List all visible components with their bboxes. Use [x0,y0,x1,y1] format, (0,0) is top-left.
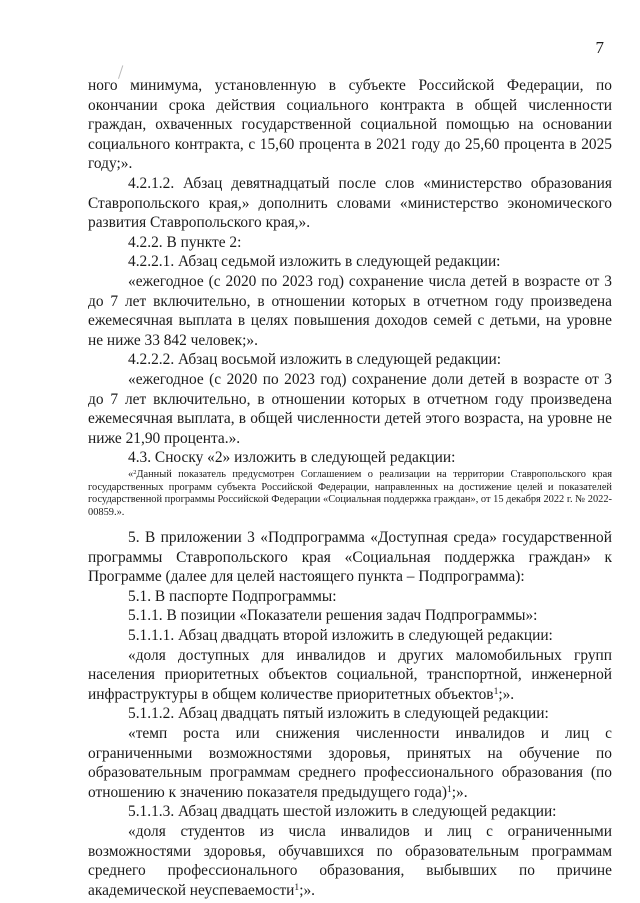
quote-children-share: «ежегодное (с 2020 по 2023 год) сохранение доли детей в возрасте от 3 до 7 лет включительно, в отношении которых в отчетном году произведена ежемесячная выплата, в общей численности детей этого возраста, на уровне не ниже 21,90 процента.». [88,370,612,447]
quote-text: «доля студентов из числа инвалидов и лиц с ограниченными возможностями здоровья, обучавшихся по образовательным программам среднего профессионального образования, выбывших по причине академической неуспеваемости [88,822,612,899]
footnote-ref: 1 [493,686,499,698]
quote-end: ;». [451,783,468,801]
quote-students-share [88,822,612,900]
paragraph-4-3: 4.3. Сноску «2» изложить в следующей редакции: [128,449,456,467]
page-number: 7 [595,38,604,57]
paragraph-5-1-1: 5.1.1. В позиции «Показатели решения задач Подпрограммы»: [128,607,538,625]
quote-text: «темп роста или снижения численности инвалидов и лиц с ограниченными возможностями здоровья, принятых на обучение по образовательным программам среднего профессионального образования (по отношению к значению показателя предыдущего года) [88,725,612,801]
paragraph-4-2-2-2: 4.2.2.2. Абзац восьмой изложить в следующей редакции: [128,351,502,369]
quote-text: «доля доступных для инвалидов и других маломобильных групп населения приоритетных объектов социальной, транспортной, инженерной инфраструктуры в общем количестве приоритетных объектов [88,646,612,703]
quote-end: ;». [498,685,515,703]
paragraph-5: 5. В приложении 3 «Подпрограмма «Доступная среда» государственной программы Ставропольского края «Социальная поддержка граждан» к Программе (далее для целей настоящего пункта – Подпрограмма): [88,529,612,586]
footnote-open-quote: « [128,468,134,480]
paragraph-continuation: ного минимума, установленную в субъекте Российской Федерации, по окончании срока действия социального контракта в общей численности граждан, охваченных государственной социальной помощью на основании социального контракта, с 15,60 процента в 2021 году до 25,60 процента в 2025 году;». [88,77,612,173]
footnote-2 [88,469,612,520]
document-body [88,76,612,900]
quote-accessible-objects [88,646,612,705]
footnote-ref: 1 [446,784,452,796]
paragraph-4-2-2: 4.2.2. В пункте 2: [128,233,242,251]
quote-children-count: «ежегодное (с 2020 по 2023 год) сохранение числа детей в возрасте от 3 до 7 лет включительно, в отношении которых в отчетном году произведена ежемесячная выплата в целях повышения доходов семей с детьми, на уровне не ниже 33 842 человек;». [88,272,612,349]
paragraph-5-1: 5.1. В паспорте Подпрограммы: [128,587,337,605]
footnote-text: Данный показатель предусмотрен Соглашением о реализации на территории Ставропольского края государственных программ субъекта Российской Федерации, направленных на достижение целей и показателей государственной программы Российской Федерации «Социальная поддержка граждан», от 15 декабря 2022 г. № 2022-00859.». [88,468,612,519]
paragraph-5-1-1-3: 5.1.1.3. Абзац двадцать шестой изложить в следующей редакции: [128,803,557,821]
footnote-marker: 2 [133,468,137,476]
paragraph-4-2-1-2: 4.2.1.2. Абзац девятнадцатый после слов «министерство образования Ставропольского края,» дополнить словами «министерство экономического развития Ставропольского края,». [88,174,612,232]
paragraph-4-2-2-1: 4.2.2.1. Абзац седьмой изложить в следующей редакции: [128,253,501,271]
paragraph-5-1-1-1: 5.1.1.1. Абзац двадцать второй изложить в следующей редакции: [128,627,553,645]
paragraph-5-1-1-2: 5.1.1.2. Абзац двадцать пятый изложить в следующей редакции: [128,705,549,723]
quote-growth-rate [88,724,612,802]
footnote-ref: 1 [294,881,300,893]
quote-end: ;». [299,881,316,899]
